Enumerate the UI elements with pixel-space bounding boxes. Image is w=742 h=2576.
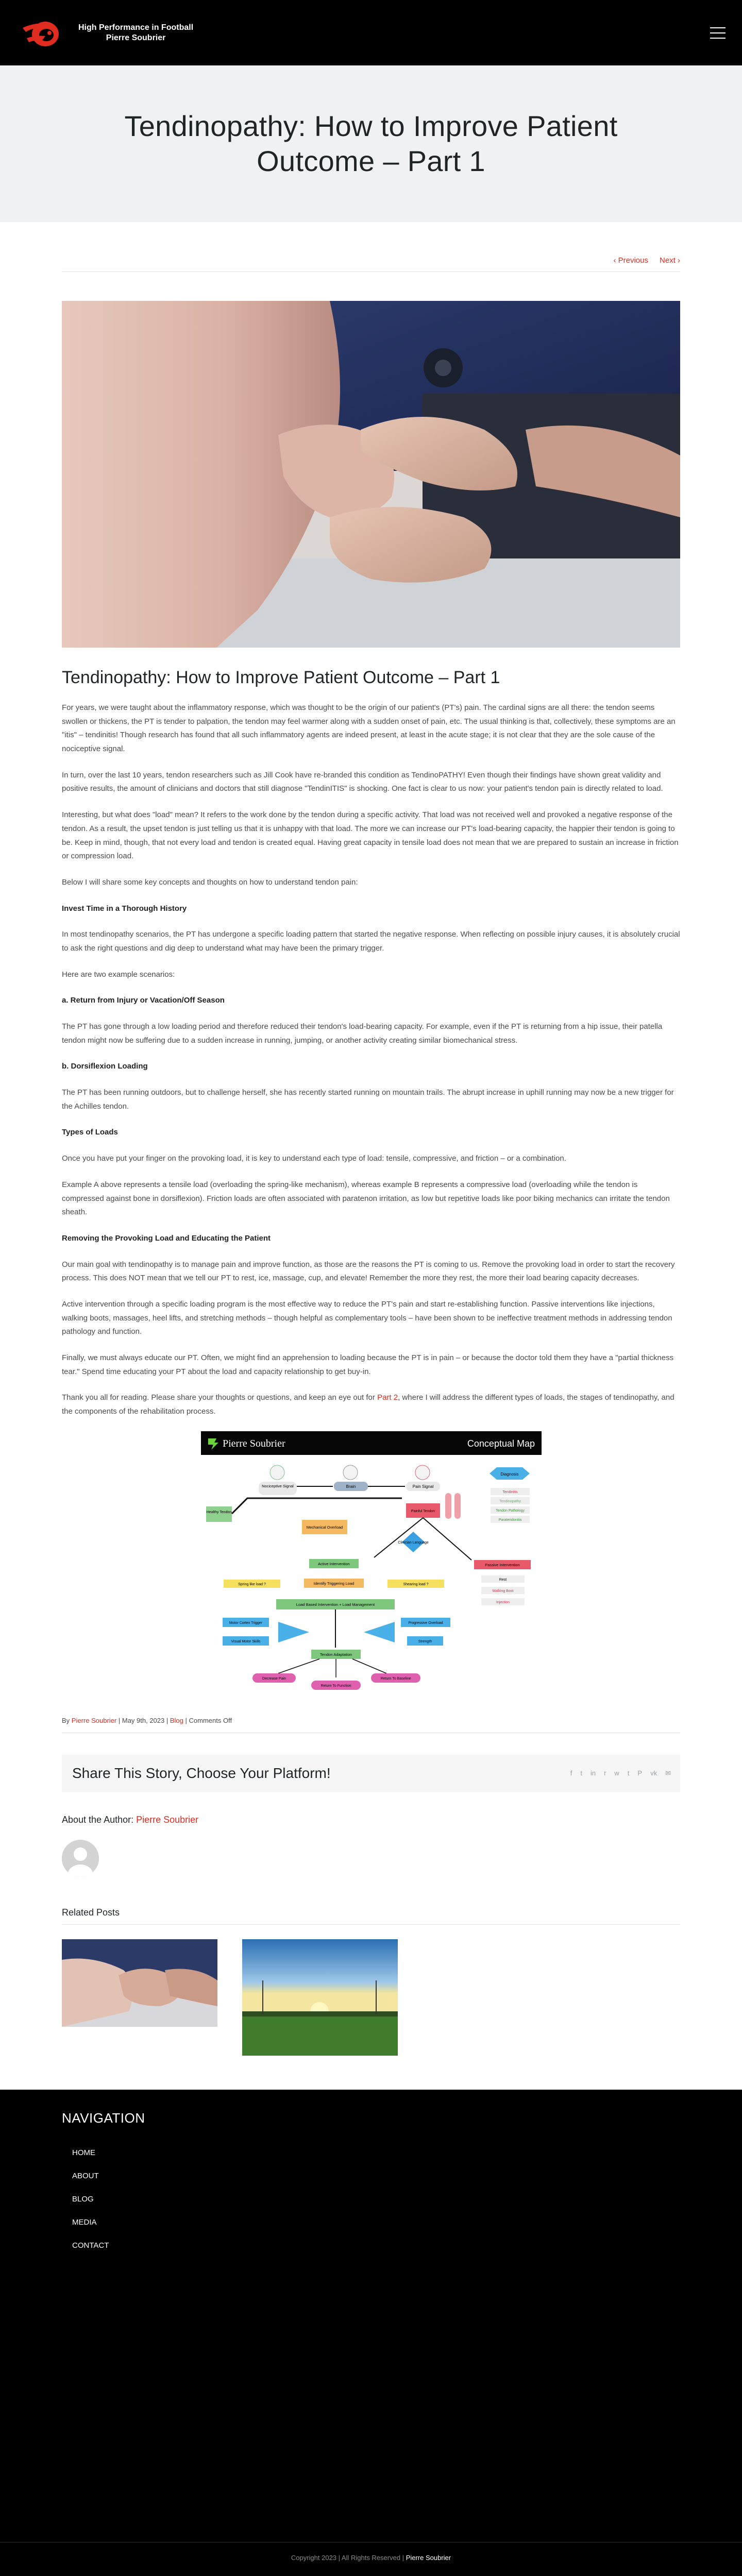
footer-nav-contact[interactable]: CONTACT [72,2241,109,2250]
footer-nav-title: NAVIGATION [62,2110,145,2126]
article-body [62,701,680,1419]
menu-hamburger-icon[interactable] [710,27,726,39]
avatar [62,1840,99,1877]
node-tendon-adaptation: Tendon Adaptation [319,1652,352,1657]
brand-line-2: Pierre Soubrier [106,33,166,42]
section-heading: b. Dorsiflexion Loading [62,1062,148,1071]
passive-item: Walking Boot [492,1589,513,1593]
node-active-intervention: Active Intervention [317,1561,350,1566]
text: Thank you all for reading. Please share your thoughts or questions, and keep an eye out for [62,1393,378,1402]
paragraph: In most tendinopathy scenarios, the PT has undergone a specific loading pattern that started the negative response. When reflecting on possible injury causes, it is absolutely crucial to ask the right questions and dig deep to understand what may have been the primary trigger. [62,930,680,953]
paragraph: Finally, we must always educate our PT. Often, we might find an apprehension to loading because the PT is in pain – or because the doctor told them they have a "partial thickness tear." Spend time educating your PT about the load and capacity relationship to get buy-in. [62,1353,674,1376]
node-strength: Strength [418,1639,432,1643]
paragraph: Interesting, but what does "load" mean? It refers to the work done by the tendon during a specific activity. That load was not received well and provoked a negative response of the tendon. As a result, the upset tendon is just telling us that it is unhappy with that load. The more we can increase our PT's load-bearing capacity, the happier their tendon is going to be. Keep in mind, though, that not every load and tendon is created equal. Having great capacity in tensile load does not mean that we are prepared to sustain an increase in friction or compression load. [62,810,679,861]
main-content [62,256,680,2056]
node-spring-load: Spring like load ? [238,1582,266,1586]
paragraph: Here are two example scenarios: [62,970,175,979]
post-meta: By Pierre Soubrier | May 9th, 2023 | Blog | Comments Off [62,1717,680,1733]
conceptual-map-image [201,1431,542,1705]
map-brand: Pierre Soubrier [222,1437,285,1449]
post-navigation [62,256,680,266]
author-label: About the Author: [62,1814,134,1825]
node-nociceptive: Nociceptive Signal [261,1483,294,1488]
section-heading: Invest Time in a Thorough History [62,904,187,913]
node-progressive-overload: Progressive Overload [408,1621,443,1625]
node-painful-tendon: Painful Tendon [411,1509,435,1513]
logo-icon [15,12,72,54]
footer-nav-blog[interactable]: BLOG [72,2194,94,2204]
passive-item: Injection [496,1600,510,1604]
passive-item: Rest [499,1578,507,1582]
brand-line-1: High Performance in Football [78,23,194,32]
brand[interactable] [15,12,193,54]
tumblr-icon[interactable]: t [627,1769,630,1777]
diagnosis-item: Paratendonitis [498,1518,521,1522]
vk-icon[interactable]: vk [650,1769,657,1777]
related-posts [62,1939,680,2056]
page-title-bar [0,65,742,222]
brand-text [78,23,193,43]
featured-image [62,301,680,648]
paragraph: Once you have put your finger on the provoking load, it is key to understand each type of load: tensile, compressive, and friction – or a combination. [62,1154,566,1163]
node-mechanical-overload: Mechanical Overload [306,1524,343,1530]
node-clinician-language: Clinician Language [397,1540,429,1545]
related-post-thumbnail[interactable] [242,1939,398,2056]
previous-post-link[interactable]: ‹ Previous [613,256,648,265]
footer [0,2090,742,2576]
pinterest-icon[interactable]: P [637,1769,643,1777]
node-healthy-tendon: Healthy Tendon [206,1510,231,1514]
footer-nav-list [62,2148,680,2264]
paragraph: Below I will share some key concepts and thoughts on how to understand tendon pain: [62,877,358,887]
node-shearing-load: Shearing load ? [402,1582,429,1586]
footer-bottom [0,2542,742,2576]
copyright-text: Copyright 2023 | All Rights Reserved | [291,2553,404,2562]
node-decrease-pain: Decrease Pain [262,1676,286,1681]
node-diagnosis: Diagnosis [500,1471,519,1477]
author-heading [62,1815,680,1825]
map-title: Conceptual Map [467,1438,535,1449]
node-brain: Brain [346,1484,356,1489]
paragraph [62,1391,680,1418]
paragraph: The PT has been running outdoors, but to challenge herself, she has recently started running on mountain trails. The abrupt increase in uphill running may now be a new trigger for the Achilles tendon. [62,1088,674,1111]
share-title: Share This Story, Choose Your Platform! [72,1765,331,1781]
reddit-icon[interactable]: r [604,1769,606,1777]
facebook-icon[interactable]: f [570,1769,572,1777]
share-icons [570,1769,671,1777]
section-heading: Types of Loads [62,1128,118,1137]
related-posts-heading: Related Posts [62,1907,680,1925]
node-motor-skills: Visual Motor Skills [230,1639,261,1643]
share-box [62,1755,680,1792]
node-load-based-intervention: Load Based Intervention + Load Management [296,1602,375,1607]
related-post-thumbnail[interactable] [62,1939,217,2027]
node-return-function: Return To Function [320,1684,351,1688]
meta-comments: Comments Off [189,1716,232,1724]
author-link[interactable]: Pierre Soubrier [136,1814,199,1825]
node-pain-signal: Pain Signal [412,1484,433,1489]
paragraph: Our main goal with tendinopathy is to manage pain and improve function, as those are the reasons the PT is coming to us. Remove the provoking load in order to start the recovery process. This does NOT mean that we tell our PT to rest, ice, massage, cup, and elevate! Remember the more they rest, the more their load bearing capacity decreases. [62,1260,675,1283]
meta-by: By [62,1716,70,1724]
next-post-link[interactable]: Next › [659,256,680,265]
twitter-icon[interactable]: t [580,1769,582,1777]
section-heading: a. Return from Injury or Vacation/Off Season [62,996,225,1005]
diagnosis-item: Tendinitis [502,1490,518,1494]
footer-nav-about[interactable]: ABOUT [72,2171,99,2180]
node-identify-load: Identify Triggering Load [313,1581,354,1586]
diagnosis-item: Tendon Pathology [495,1509,525,1513]
paragraph: For years, we were taught about the inflammatory response, which was thought to be the origin of our patient's (PT's) pain. The cardinal signs are all there: the tendon seems swollen or thickens, the PT is tender to palpation, the tendon may feel warmer along with a sudden onset of pain, etc. The usual thinking is that, collectively, these symptoms are an "itis" – tendinitis! Though research has found that all such inflammatory agents are indeed present, at least in the acute stage; it is not clear that they are the sole cause of the nociceptive signal. [62,703,676,754]
paragraph: The PT has gone through a low loading period and therefore reduced their tendon's load-bearing capacity. For example, even if the PT is returning from a hip issue, their patella tendon might now be suffering due to a sudden increase in running, jumping, or another activity creating similar biomechanical stress. [62,1022,663,1045]
next-label: Next [659,256,676,265]
footer-nav-media[interactable]: MEDIA [72,2217,97,2227]
whatsapp-icon[interactable]: w [614,1769,619,1777]
diagnosis-item: Tendinopathy [499,1499,521,1503]
previous-label: Previous [618,256,648,265]
linkedin-icon[interactable]: in [590,1769,596,1777]
paragraph: In turn, over the last 10 years, tendon researchers such as Jill Cook have re-branded this condition as TendinoPATHY! Even though their findings have shown great validity and positive results, the amount of clinicians and doctors that still diagnose "TendinITIS" is shocking. One fact is clear to us now: your patient's tendon pain is directly related to load. [62,770,663,793]
section-heading: Removing the Provoking Load and Educating the Patient [62,1233,271,1243]
article-title: Tendinopathy: How to Improve Patient Outcome – Part 1 [62,668,500,687]
page-title: Tendinopathy: How to Improve Patient Outcome – Part 1 [124,109,618,177]
copyright [0,2543,742,2562]
footer-nav-home[interactable]: HOME [72,2148,95,2157]
meta-category-link[interactable]: Blog [170,1716,183,1724]
meta-date: May 9th, 2023 [122,1716,165,1724]
email-icon[interactable]: ✉ [665,1769,671,1777]
copyright-owner: Pierre Soubrier [406,2553,451,2562]
node-motor-trigger: Motor Cortex Trigger [229,1621,262,1625]
text: , where I will address the different types of loads, the stages of tendinopathy, and the components of the rehabilitation process. [62,1393,674,1416]
site-header [0,0,742,65]
meta-author-link[interactable]: Pierre Soubrier [71,1716,117,1724]
node-return-baseline: Return To Baseline [380,1676,411,1681]
paragraph: Example A above represents a tensile load (overloading the spring-like mechanism), whereas example B represents a compressive load (overloading while the tendon is compressed against bone in dorsiflexion). Friction loads are often associated with paratenon irritation, as low but repetitive loads like poor biking mechanics can irritate the tendon sheath. [62,1180,670,1217]
node-passive-intervention: Passive Intervention [484,1562,520,1567]
part-2-link[interactable]: Part 2 [377,1393,398,1402]
paragraph: Active intervention through a specific loading program is the most effective way to reduce the PT's pain and start re-establishing function. Passive interventions like injections, walking boots, massages, heel lifts, and stretching methods – though helpful as complementary tools – have been shown to be ineffective treatment methods in addressing tendon pathology and function. [62,1299,672,1336]
